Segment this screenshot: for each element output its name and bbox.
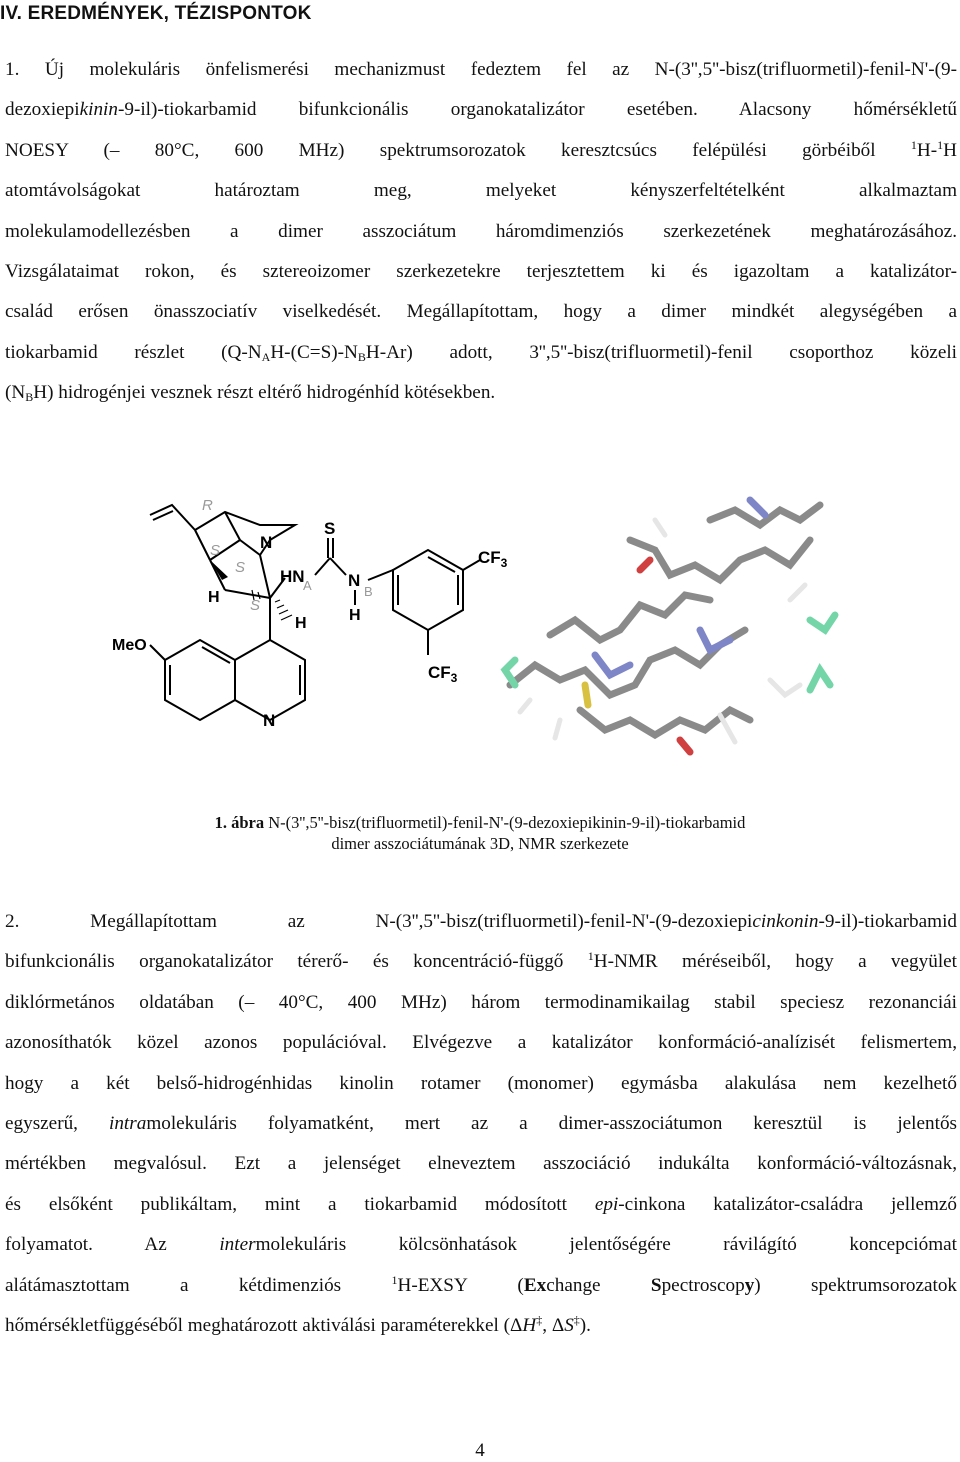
label-s1: S (210, 542, 221, 559)
label-s-thio: S (324, 519, 336, 538)
p2-line-10: alátámasztottam a kétdimenziós $^1$H-EXSY (Exchange Spectroscopy) spektrumsorozatok (5, 1272, 958, 1296)
label-cf3-bottom: $CF_3$ (428, 663, 458, 685)
label-h1: H (208, 589, 220, 606)
p2-line-9: folyamatot. Az intermolekuláris kölcsönhatások jelentőségére rávilágító koncepciómat (5, 1234, 958, 1256)
caption-label: 1. ábra (214, 813, 265, 832)
p1-line-1: 1. Új molekuláris önfelismerési mechanizmust fedeztem fel az N-(3'',5''-bisz(trifluormetil)-fenil-N'-(9- (5, 59, 957, 80)
p1-line-6: Vizsgálataimat rokon, és sztereoizomer szerkezetekre terjesztettem ki és igazoltam a katalizátor- (5, 260, 957, 282)
label-nb: B (364, 584, 373, 599)
figure-svg (110, 480, 850, 810)
label-na: A (303, 578, 312, 593)
label-hn: HN (280, 567, 305, 586)
structural-formula (150, 505, 480, 720)
caption-line-2: dimer asszociátumának 3D, NMR szerkezete (331, 834, 629, 853)
label-s2: S (235, 559, 246, 576)
section-heading: IV. EREDMÉNYEK, TÉZISPONTOK (0, 3, 312, 24)
label-r: R (202, 497, 213, 514)
p1-line-8: tiokarbamid részlet $(Q-N_AH-(C=S)-N_BH-Ar)$ adott, 3'',5''-bisz(trifluormetil)-fenil csoporthoz közeli (5, 341, 957, 364)
label-n-mid: N (348, 571, 361, 590)
p1-line-4: atomtávolságokat határoztam meg, melyeket kényszerfeltételként alkalmaztam (5, 180, 957, 202)
p2-line-5: hogy a két belső-hidrogénhidas kinolin rotamer (monomer) egymásba alakulása nem kezelhető (5, 1072, 957, 1094)
p1-line-2: dezoxiepikinin-9-il)-tiokarbamid bifunkcionális organokatalizátor esetében. Alacsony hőmérsékletű (5, 99, 957, 121)
page-number: 4 (475, 1440, 485, 1461)
label-h2: H (295, 615, 307, 632)
p2-line-3: diklórmetános oldatában (– 40°C, 400 MHz) három termodinamikailag stabil speciesz rezonanciái (5, 991, 957, 1013)
p2-line-7: mértékben megvalósul. Ezt a jelenséget elneveztem asszociáció indukálta konformáció-változásnak, (5, 1153, 957, 1175)
label-n-quinoline: N (263, 711, 276, 730)
label-s3: S (250, 597, 261, 614)
p1-line-9: $(N_BH)$ hidrogénjei vesznek részt eltérő hidrogénhíd kötésekben. (5, 382, 496, 405)
model-3d (505, 500, 835, 752)
p2-line-11: hőmérsékletfüggéséből meghatározott aktiválási paraméterekkel (ΔH‡, ΔS‡). (5, 1312, 591, 1336)
p1-line-3: NOESY (– 80°C, 600 MHz) spektrumsorozatok keresztcsúcs felépülési görbéiből $^1$H-$^1$H (5, 137, 958, 161)
p2-line-4: azonosíthatók közel azonos populációval. Elvégezve a katalizátor konformáció-analízisét felismertem, (5, 1032, 957, 1054)
caption-line-1: N-(3'',5''-bisz(trifluormetil)-fenil-N'-(9-dezoxiepikinin-9-il)-tiokarbamid (264, 813, 746, 832)
label-cf3-top: $CF_3$ (478, 548, 508, 570)
p2-line-8: és elsőként publikáltam, mint a tiokarbamid módosított epi-cinkona katalizátor-családra jellemző (5, 1193, 958, 1215)
p2-line-2: bifunkcionális organokatalizátor térerő- és koncentráció-függő $^1$H-NMR méréseiből, hogy a vegyület (5, 949, 957, 973)
p1-line-7: család erősen önasszociatív viselkedését. Megállapítottam, hogy a dimer mindkét alegységében a (5, 301, 957, 323)
label-meo: MeO (112, 637, 147, 654)
p2-line-1: 2. Megállapítottam az N-(3'',5''-bisz(trifluormetil)-fenil-N'-(9-dezoxiepicinkonin-9-il)-tiokarbamid (5, 911, 957, 932)
p2-line-6: egyszerű, intramolekuláris folyamatként, mert az a dimer-asszociátumon keresztül is jelentős (5, 1112, 958, 1134)
label-n-quinuclidine: N (260, 533, 273, 552)
paragraph-1 (5, 50, 957, 414)
label-h3: H (349, 607, 361, 624)
figure-caption (0, 812, 960, 854)
figure-molecule (110, 480, 850, 810)
p1-line-5: molekulamodellezésben a dimer asszociátum háromdimenziós szerkezetének meghatározásához. (5, 220, 957, 242)
paragraph-2 (5, 902, 957, 1346)
